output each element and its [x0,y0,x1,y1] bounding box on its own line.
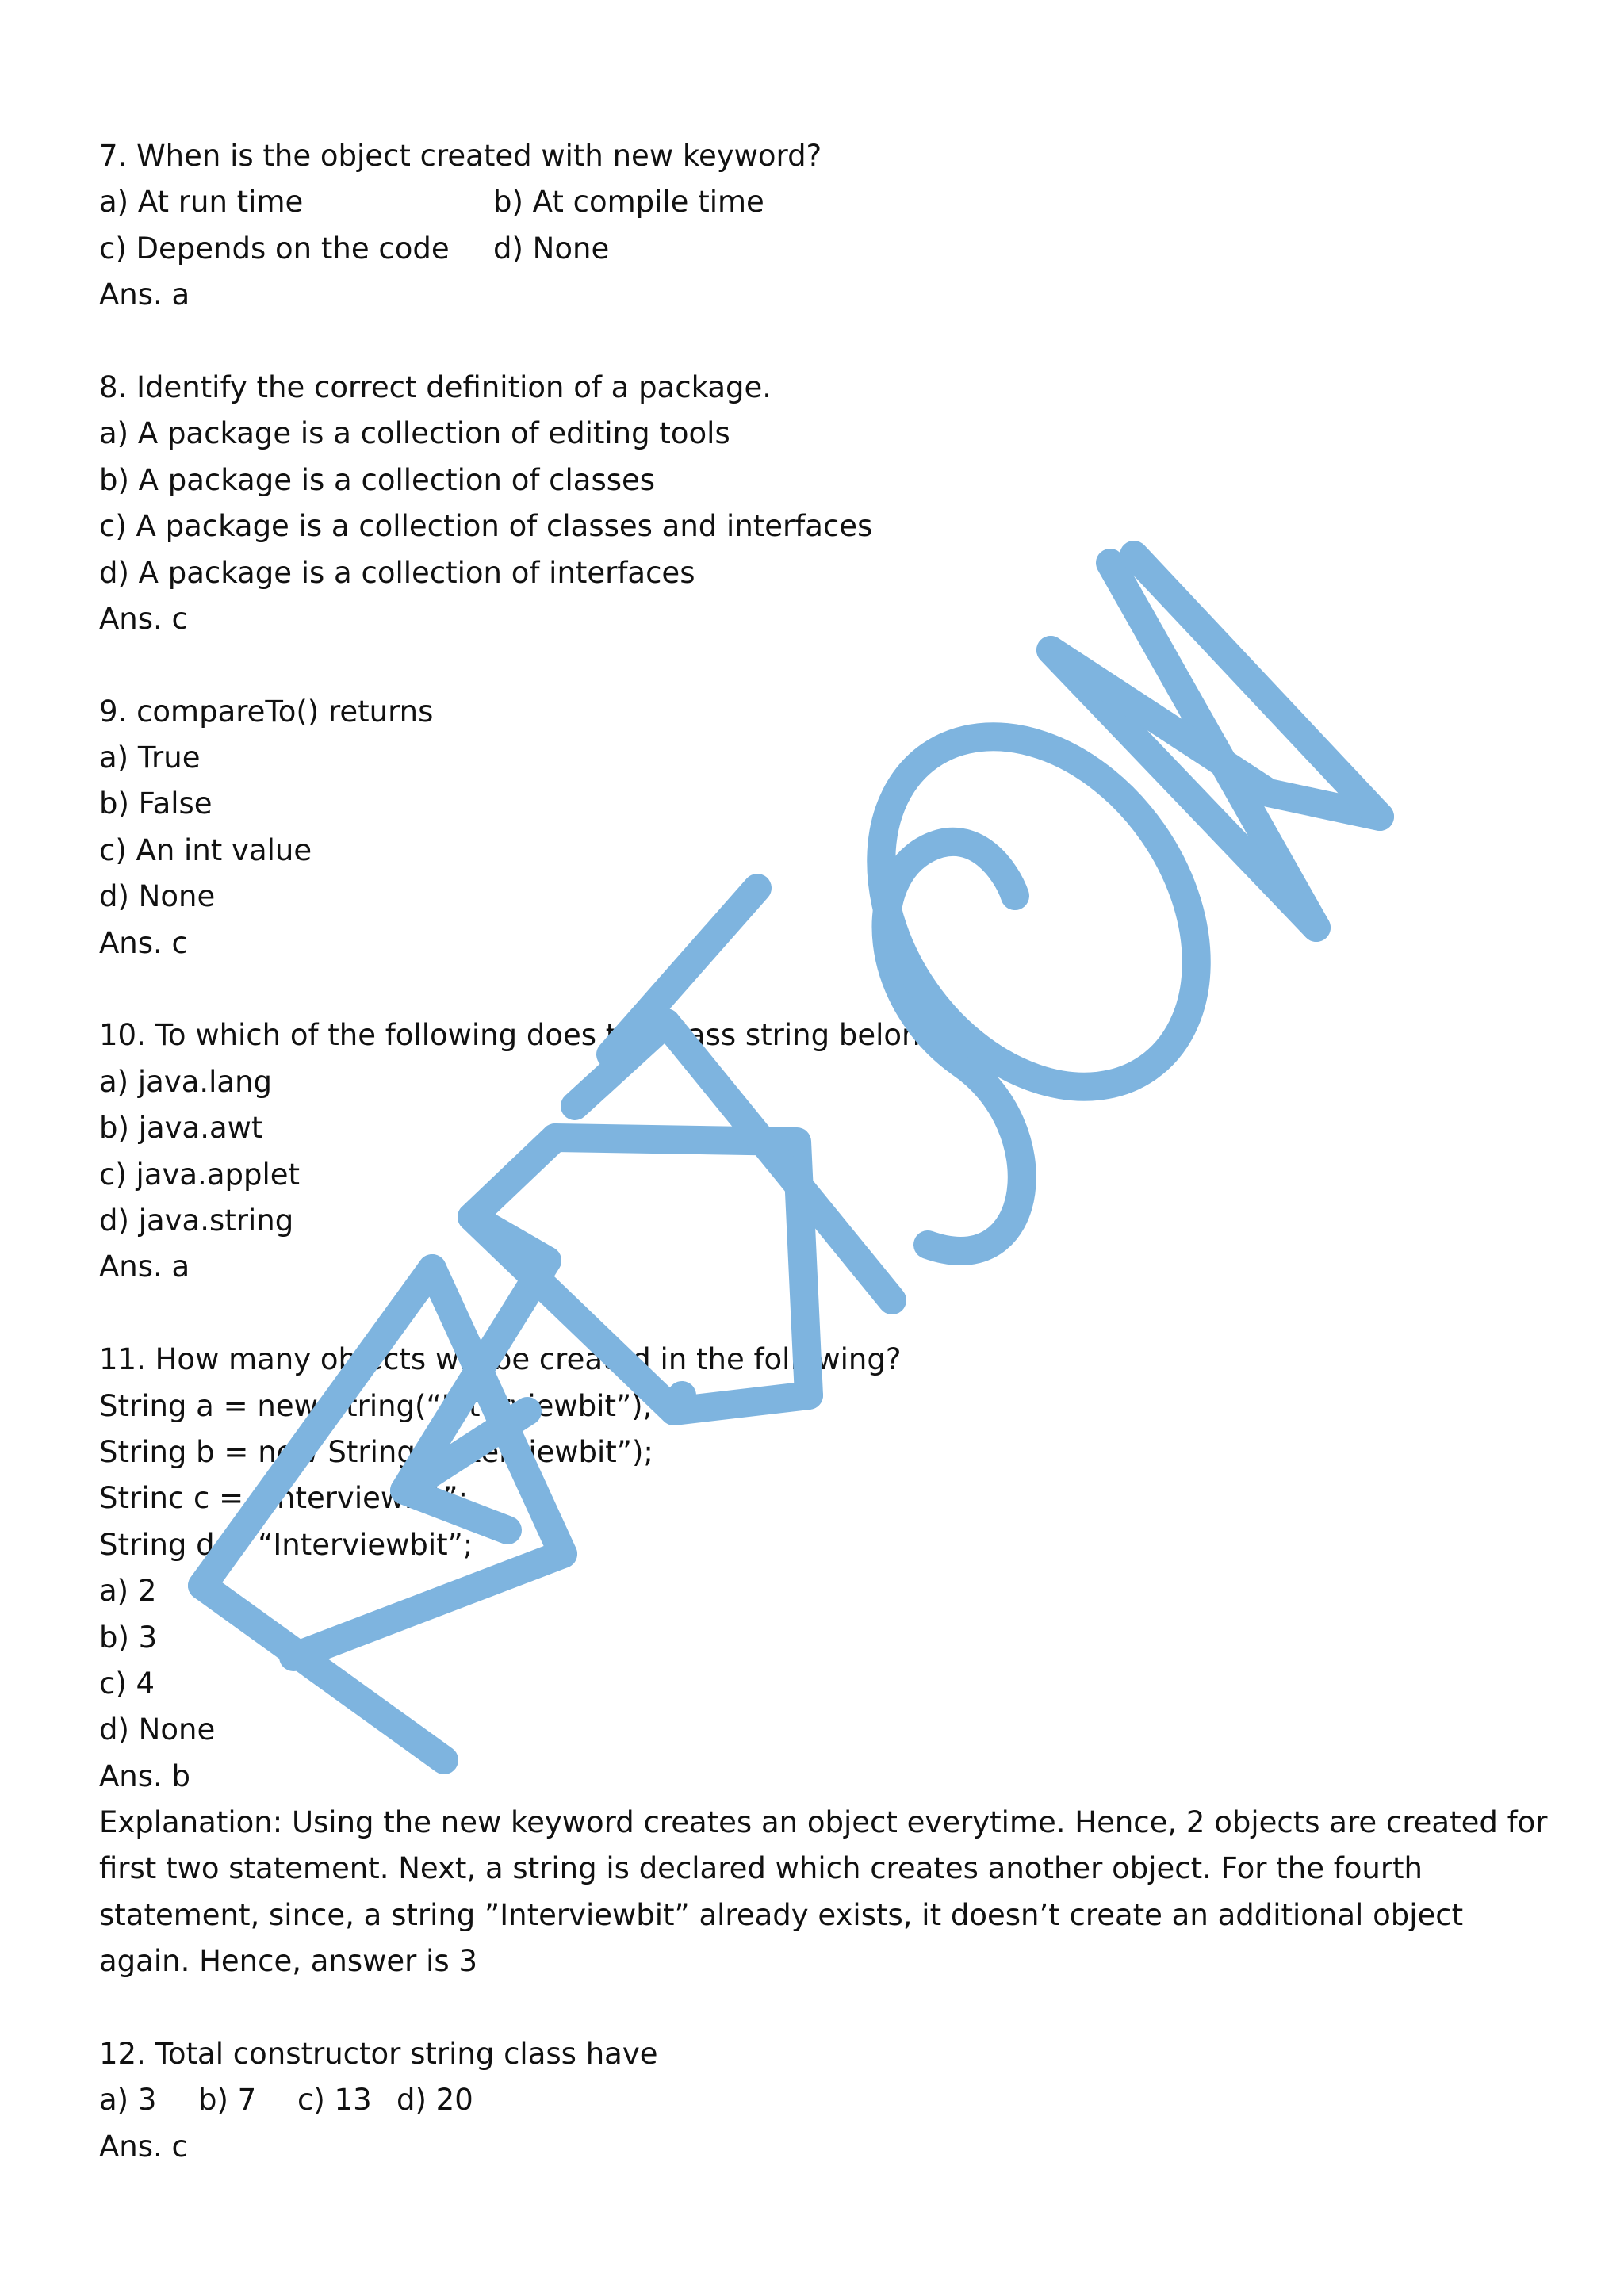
option-row [99,179,1550,225]
option-b: b) 3 [99,1620,158,1655]
question-text: 10. To which of the following does the class string belong to [99,1018,978,1053]
option-a: a) 2 [99,1574,157,1609]
code-line: Strinc c = “Interviewbit”; [99,1481,469,1516]
spacer [99,966,1550,1012]
option-a: a) 3 [99,2083,157,2118]
question-text: 7. When is the object created with new keyword? [99,139,822,173]
answer-text: Ans. b [99,1758,191,1793]
question-block-9 [99,689,1550,966]
question-text: 12. Total constructor string class have [99,2037,658,2072]
option-c: c) java.applet [99,1157,301,1192]
code-line: String b = new String(“Interviewbit”); [99,1434,653,1469]
option-row [99,2077,1550,2123]
answer-text: Ans. c [99,2129,188,2164]
option-a: a) True [99,740,201,775]
option-b: b) 7 [198,2083,257,2118]
question-text: 11. How many objects will be created in the following? [99,1342,902,1377]
answer-text: Ans. c [99,925,188,960]
option-b: b) java.awt [99,1111,263,1146]
option-a: a) A package is a collection of editing tools [99,416,730,451]
option-d: d) None [99,879,216,914]
spacer [99,1291,1550,1337]
option-d: d) None [493,231,610,266]
option-d: d) A package is a collection of interfaces [99,555,695,590]
code-line: String d = “Interviewbit”; [99,1527,473,1562]
option-d: d) None [99,1712,216,1747]
option-d: d) 20 [396,2083,473,2118]
question-block-10 [99,1012,1550,1290]
spacer [99,642,1550,688]
spacer [99,1985,1550,2031]
option-d: d) java.string [99,1203,294,1238]
option-c: c) An int value [99,832,312,867]
option-a: a) java.lang [99,1064,273,1099]
question-block-12 [99,2031,1550,2170]
question-block-8 [99,365,1550,642]
answer-text: Ans. a [99,1249,190,1284]
question-text: 8. Identify the correct definition of a package. [99,369,772,404]
option-c: c) 13 [297,2083,372,2118]
option-b: b) False [99,786,213,821]
question-text: 9. compareTo() returns [99,694,434,729]
answer-text: Ans. c [99,601,188,636]
option-row [99,226,1550,272]
code-line: String a = new String(“Interviewbit”); [99,1388,653,1423]
option-b: b) At compile time [493,185,764,220]
spacer [99,319,1550,365]
option-b: b) A package is a collection of classes [99,462,656,497]
explanation-text: Explanation: Using the new keyword creates an object everytime. Hence, 2 objects are created for first two statement. Next, a string is declared which creates another object. For the fourth statement, since, a string ”Interviewbit” already exists, it doesn’t create an additional object again. Hence, answer is 3 [99,1805,1548,1979]
option-c: c) Depends on the code [99,231,450,266]
question-block-11 [99,1337,1550,1985]
option-c: c) A package is a collection of classes and interfaces [99,509,873,544]
answer-text: Ans. a [99,277,190,312]
option-a: a) At run time [99,185,304,220]
question-block-7 [99,133,1550,319]
page-content [99,133,1550,2170]
option-c: c) 4 [99,1666,155,1701]
